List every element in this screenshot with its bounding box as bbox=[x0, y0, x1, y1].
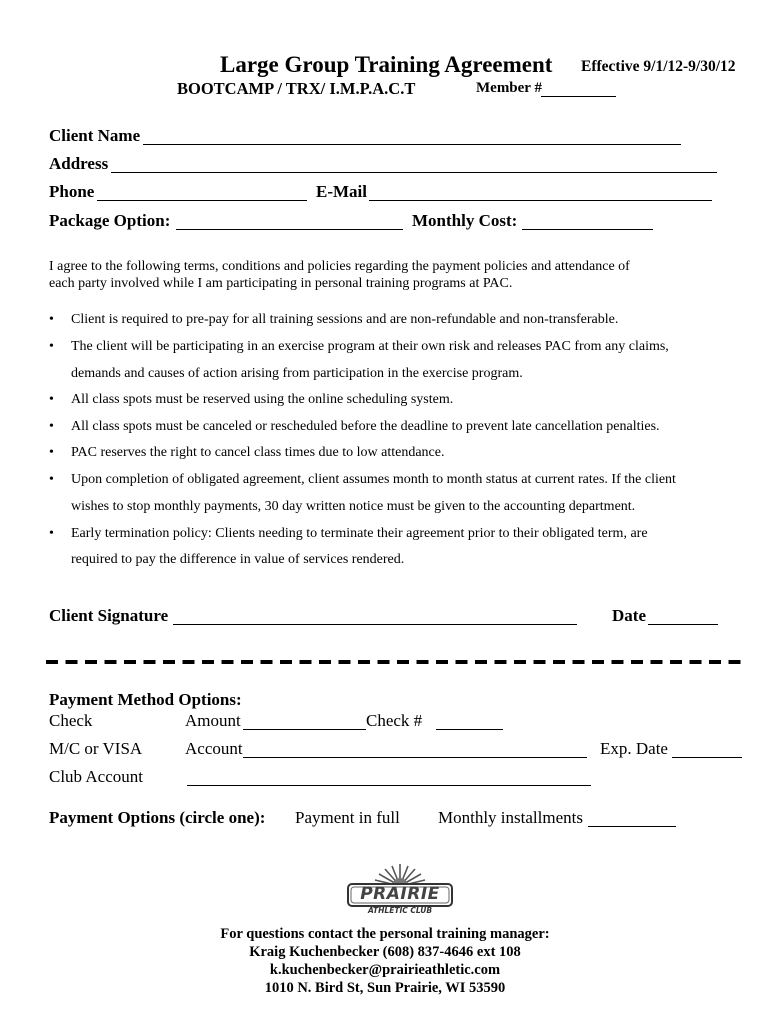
bullet-icon: • bbox=[49, 419, 54, 434]
address-label: Address bbox=[49, 154, 109, 173]
member-number-field[interactable] bbox=[541, 96, 616, 97]
prairie-athletic-club-logo bbox=[344, 862, 456, 920]
email-field[interactable] bbox=[369, 200, 712, 201]
term-item: Client is required to pre-pay for all training sessions and are non-refundable and non-transferable. bbox=[71, 312, 619, 327]
package-option-field[interactable] bbox=[176, 229, 403, 230]
monthly-cost-field[interactable] bbox=[522, 229, 653, 230]
check-number-field[interactable] bbox=[436, 729, 503, 730]
member-number-label: Member # bbox=[476, 80, 542, 96]
term-item: All class spots must be reserved using the online scheduling system. bbox=[71, 392, 454, 407]
contact-address: 1010 N. Bird St, Sun Prairie, WI 53590 bbox=[264, 980, 506, 996]
term-item-continued: demands and causes of action arising from participation in the exercise program. bbox=[71, 366, 523, 381]
club-account-label: Club Account bbox=[49, 767, 143, 786]
amount-field[interactable] bbox=[243, 729, 366, 730]
program-list: BOOTCAMP / TRX/ I.M.P.A.C.T bbox=[177, 79, 416, 98]
bullet-icon: • bbox=[49, 445, 54, 460]
amount-label: Amount bbox=[185, 711, 241, 730]
payment-options-label: Payment Options (circle one): bbox=[49, 808, 266, 827]
intro-line-1: I agree to the following terms, conditions and policies regarding the payment policies and attendance of bbox=[49, 259, 630, 274]
term-item: Early termination policy: Clients needing to terminate their agreement prior to their obligated term, are bbox=[71, 526, 648, 541]
email-label: E-Mail bbox=[316, 182, 367, 201]
page-title: Large Group Training Agreement bbox=[220, 52, 553, 77]
signature-date-field[interactable] bbox=[648, 624, 718, 625]
monthly-installments-field[interactable] bbox=[588, 826, 676, 827]
account-label: Account bbox=[185, 739, 243, 758]
contact-heading: For questions contact the personal training manager: bbox=[220, 926, 550, 942]
term-item-continued: wishes to stop monthly payments, 30 day written notice must be given to the accounting department. bbox=[71, 499, 636, 514]
bullet-icon: • bbox=[49, 526, 54, 541]
logo-tagline: ATHLETIC CLUB bbox=[367, 906, 433, 915]
check-number-label: Check # bbox=[366, 711, 423, 730]
account-field[interactable] bbox=[243, 757, 587, 758]
bullet-icon: • bbox=[49, 339, 54, 354]
term-item: PAC reserves the right to cancel class times due to low attendance. bbox=[71, 445, 445, 460]
term-item: Upon completion of obligated agreement, client assumes month to month status at current rates. If the client bbox=[71, 472, 676, 487]
package-option-label: Package Option: bbox=[49, 211, 171, 230]
client-name-label: Client Name bbox=[49, 126, 141, 145]
phone-field[interactable] bbox=[97, 200, 307, 201]
contact-email: k.kuchenbecker@prairieathletic.com bbox=[269, 962, 501, 978]
check-label: Check bbox=[49, 711, 93, 730]
club-account-field[interactable] bbox=[187, 785, 591, 786]
payment-method-heading: Payment Method Options: bbox=[49, 690, 242, 709]
contact-manager: Kraig Kuchenbecker (608) 837-4646 ext 108 bbox=[249, 944, 521, 960]
exp-date-field[interactable] bbox=[672, 757, 742, 758]
intro-line-2: each party involved while I am participating in personal training programs at PAC. bbox=[49, 276, 513, 291]
mc-visa-label: M/C or VISA bbox=[49, 739, 143, 758]
term-item-continued: required to pay the difference in value of services rendered. bbox=[71, 552, 405, 567]
effective-dates: Effective 9/1/12-9/30/12 bbox=[581, 58, 736, 75]
logo-wordmark: PRAIRIE bbox=[360, 884, 440, 904]
phone-label: Phone bbox=[49, 182, 95, 201]
cut-line-divider bbox=[46, 660, 742, 664]
monthly-cost-label: Monthly Cost: bbox=[412, 211, 518, 230]
term-item: The client will be participating in an exercise program at their own risk and releases PAC from any claims, bbox=[71, 339, 669, 354]
monthly-installments-option[interactable]: Monthly installments bbox=[438, 808, 583, 827]
signature-date-label: Date bbox=[612, 606, 646, 625]
bullet-icon: • bbox=[49, 392, 54, 407]
client-signature-label: Client Signature bbox=[49, 606, 169, 625]
address-field[interactable] bbox=[111, 172, 717, 173]
client-name-field[interactable] bbox=[143, 144, 681, 145]
bullet-icon: • bbox=[49, 312, 54, 327]
payment-in-full-option[interactable]: Payment in full bbox=[295, 808, 400, 827]
bullet-icon: • bbox=[49, 472, 54, 487]
term-item: All class spots must be canceled or rescheduled before the deadline to prevent late cancellation penalties. bbox=[71, 419, 660, 434]
exp-date-label: Exp. Date bbox=[600, 739, 668, 758]
client-signature-field[interactable] bbox=[173, 624, 577, 625]
